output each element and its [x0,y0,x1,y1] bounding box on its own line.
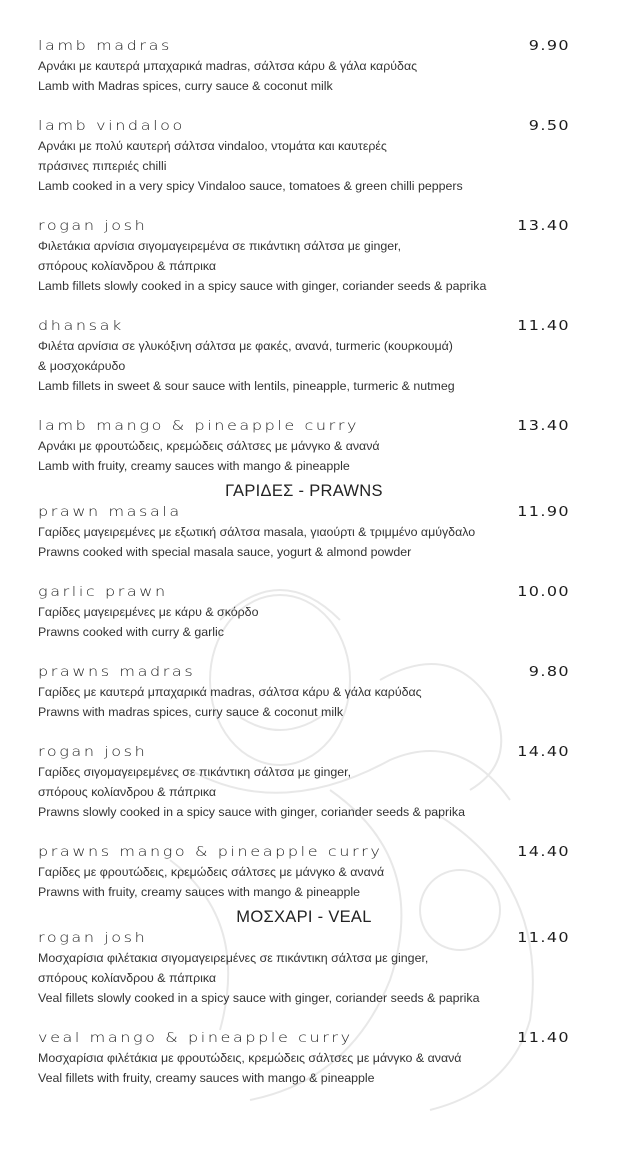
menu-item-header [38,742,570,762]
dish-price: 14.40 [517,743,570,760]
menu-item-header [38,1028,570,1048]
description-greek: σπόρους κολίανδρου & πάπρικα [38,259,217,273]
description-greek: Φιλέτα αρνίσια σε γλυκόξινη σάλτσα με φακές, ανανά, turmeric (κουρκουμά) [38,339,453,353]
description-greek: Φιλετάκια αρνίσια σιγομαγειρεμένα σε πικάντικη σάλτσα με ginger, [38,239,402,253]
menu-item [38,116,570,196]
dish-name: veal mango & pineapple curry [38,1029,353,1046]
menu-item [38,36,570,96]
dish-name: rogan josh [38,743,148,760]
description-greek: σπόρους κολίανδρου & πάπρικα [38,785,217,799]
menu-item [38,928,570,1008]
dish-name: prawns mango & pineapple curry [38,843,383,860]
dish-price: 9.90 [528,37,570,54]
dish-name: garlic prawn [38,583,168,600]
dish-price: 11.40 [517,1029,570,1046]
section-title: ΓΑΡΙΔΕΣ - PRAWNS [225,482,383,500]
dish-name: dhansak [38,317,124,334]
dish-price: 13.40 [517,217,570,234]
description-english: Prawns cooked with curry & garlic [38,625,224,639]
menu-item-header [38,36,570,56]
menu-item-header [38,842,570,862]
description-english: Veal fillets slowly cooked in a spicy sauce with ginger, coriander seeds & paprika [38,991,480,1005]
description-greek: Γαρίδες με καυτερά μπαχαρικά madras, σάλτσα κάρυ & γάλα καρύδας [38,685,422,699]
description-greek: Μοσχαρίσια φιλέτάκια με φρουτώδεις, κρεμώδεις σάλτσες με μάνγκο & ανανά [38,1051,462,1065]
description-english: Veal fillets with fruity, creamy sauces with mango & pineapple [38,1071,375,1085]
description-greek: Αρνάκι με πολύ καυτερή σάλτσα vindaloo, ντομάτα και καυτερές [38,139,387,153]
menu-item-header [38,928,570,948]
description-english: Lamb with fruity, creamy sauces with mango & pineapple [38,459,350,473]
description-greek: Αρνάκι με φρουτώδεις, κρεμώδεις σάλτσες με μάνγκο & ανανά [38,439,380,453]
dish-price: 11.40 [517,317,570,334]
menu-item [38,842,570,902]
section-title: ΜΟΣΧΑΡΙ - VEAL [236,908,372,926]
dish-name: rogan josh [38,929,148,946]
description-english: Lamb fillets in sweet & sour sauce with lentils, pineapple, turmeric & nutmeg [38,379,455,393]
menu-item [38,502,570,562]
dish-name: prawn masala [38,503,182,520]
dish-name: prawns madras [38,663,196,680]
description-greek: Γαρίδες σιγομαγειρεμένες σε πικάντικη σάλτσα με ginger, [38,765,352,779]
description-english: Lamb with Madras spices, curry sauce & coconut milk [38,79,333,93]
description-greek: & μοσχοκάρυδο [38,359,126,373]
menu-item-header [38,502,570,522]
dish-price: 9.50 [528,117,570,134]
description-greek: Γαρίδες με φρουτώδεις, κρεμώδεις σάλτσες με μάνγκο & ανανά [38,865,385,879]
description-greek: πράσινες πιπεριές chilli [38,159,167,173]
menu-item-header [38,116,570,136]
dish-name: lamb mango & pineapple curry [38,417,360,434]
description-greek: Γαρίδες μαγειρεμένες με κάρυ & σκόρδο [38,605,259,619]
dish-name: lamb vindaloo [38,117,185,134]
description-english: Prawns with madras spices, curry sauce & coconut milk [38,705,344,719]
menu-item-header [38,316,570,336]
dish-price: 14.40 [517,843,570,860]
menu-item [38,216,570,296]
description-english: Prawns with fruity, creamy sauces with mango & pineapple [38,885,361,899]
menu-item [38,582,570,642]
description-greek: σπόρους κολίανδρου & πάπρικα [38,971,217,985]
description-english: Lamb cooked in a very spicy Vindaloo sauce, tomatoes & green chilli peppers [38,179,463,193]
menu-page [38,36,570,1088]
dish-name: lamb madras [38,37,172,54]
dish-price: 11.90 [517,503,570,520]
menu-item [38,742,570,822]
menu-item [38,416,570,476]
menu-item [38,1028,570,1088]
description-greek: Γαρίδες μαγειρεμένες με εξωτική σάλτσα masala, γιαούρτι & τριμμένο αμύγδαλο [38,525,476,539]
description-greek: Αρνάκι με καυτερά μπαχαρικά madras, σάλτσα κάρυ & γάλα καρύδας [38,59,418,73]
menu-item-header [38,582,570,602]
dish-name: rogan josh [38,217,148,234]
menu-item [38,316,570,396]
menu-item-header [38,662,570,682]
description-english: Prawns cooked with special masala sauce, yogurt & almond powder [38,545,412,559]
menu-item-header [38,216,570,236]
description-english: Lamb fillets slowly cooked in a spicy sauce with ginger, coriander seeds & paprika [38,279,487,293]
menu-item-header [38,416,570,436]
dish-price: 11.40 [517,929,570,946]
description-english: Prawns slowly cooked in a spicy sauce with ginger, coriander seeds & paprika [38,805,466,819]
dish-price: 9.80 [528,663,570,680]
dish-price: 13.40 [517,417,570,434]
description-greek: Μοσχαρίσια φιλέτακια σιγομαγειρεμένες σε πικάντικη σάλτσα με ginger, [38,951,429,965]
dish-price: 10.00 [517,583,570,600]
menu-item [38,662,570,722]
